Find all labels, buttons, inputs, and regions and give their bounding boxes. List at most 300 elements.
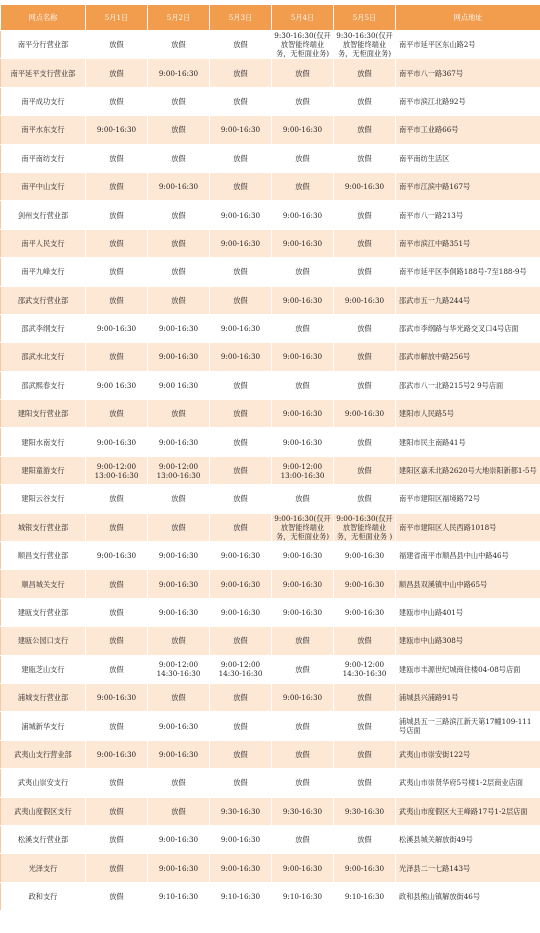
cell-text: 9:00-16:30: [282, 693, 323, 703]
cell-text: 9:30-16:30(仅开放智能终端业务，无柜面业务): [336, 31, 393, 59]
branch-name-cell: [1, 371, 86, 399]
table-header-row: [1, 5, 540, 31]
may-2-cell: [148, 797, 210, 825]
cell-text: 9:00-16:30: [158, 863, 199, 873]
address-cell: [396, 59, 540, 87]
cell-text: 9:10-16:30: [158, 891, 199, 901]
may-4-cell: [272, 343, 334, 371]
cell-text: 剑州支行营业部: [17, 210, 69, 220]
cell-text: 政和县熊山镇解放街46号: [399, 891, 481, 901]
may-4-cell: [272, 485, 334, 513]
address-cell: [396, 683, 540, 711]
cell-text: 浦城县五一三路滨江新天第17幢109-111号店面: [399, 717, 532, 736]
cell-text: 放假: [109, 153, 124, 163]
header-may-4: 5月4日: [272, 5, 334, 31]
cell-text: 浦城支行营业部: [17, 693, 69, 703]
cell-text: 放假: [357, 238, 372, 248]
cell-text: 光泽支行: [28, 863, 58, 873]
branch-name-cell: [1, 712, 86, 740]
branch-name-cell: [1, 87, 86, 115]
may-3-cell: [210, 258, 272, 286]
cell-text: 9:00-16:30: [220, 210, 261, 220]
may-3-cell: [210, 229, 272, 257]
cell-text: 9:00-16:30: [344, 295, 385, 305]
branch-name-cell: [1, 570, 86, 598]
branch-name-cell: [1, 286, 86, 314]
branch-name-cell: [1, 513, 86, 541]
may-2-cell: [148, 627, 210, 655]
cell-text: 南平水东支行: [21, 125, 65, 135]
holiday-schedule-table: [0, 4, 540, 911]
cell-text: 邵武市五一九路244号: [399, 295, 471, 305]
may-5-cell: [334, 428, 396, 456]
cell-text: 9:00-16:30: [96, 551, 137, 561]
cell-text: 9:00-16:30: [344, 551, 385, 561]
may-3-cell: [210, 144, 272, 172]
may-3-cell: [210, 655, 272, 683]
may-3-cell: [210, 882, 272, 910]
cell-text: 放假: [171, 806, 186, 816]
branch-name-cell: [1, 485, 86, 513]
may-2-cell: [148, 513, 210, 541]
may-4-cell: [272, 542, 334, 570]
cell-text: 放假: [109, 863, 124, 873]
may-3-cell: [210, 456, 272, 484]
branch-name-cell: [1, 343, 86, 371]
address-cell: [396, 400, 540, 428]
cell-text: 9:00-16:30: [282, 352, 323, 362]
cell-text: 武夷山崇安支行: [17, 778, 69, 788]
may-5-cell: [334, 172, 396, 200]
cell-text: 放假: [357, 835, 372, 845]
cell-text: 9:00-16:30: [282, 295, 323, 305]
address-cell: [396, 769, 540, 797]
may-3-cell: [210, 740, 272, 768]
table-row: [1, 542, 540, 570]
cell-text: 9:00-16:30: [282, 863, 323, 873]
may-1-cell: [86, 400, 148, 428]
cell-text: 放假: [171, 295, 186, 305]
cell-text: 邵武熙春支行: [21, 380, 65, 390]
may-2-cell: [148, 59, 210, 87]
may-2-cell: [148, 854, 210, 882]
may-2-cell: [148, 712, 210, 740]
address-cell: [396, 712, 540, 740]
cell-text: 南平市建阳区人民西路1018号: [399, 522, 497, 532]
table-row: [1, 598, 540, 626]
cell-text: 放假: [109, 182, 124, 192]
may-4-cell: [272, 456, 334, 484]
cell-text: 南平延平支行营业部: [10, 68, 76, 78]
address-cell: [396, 598, 540, 626]
cell-text: 南平市工业路66号: [399, 125, 459, 135]
address-cell: [396, 655, 540, 683]
cell-text: 9:00 16:30: [96, 380, 137, 390]
branch-name-cell: [1, 683, 86, 711]
cell-text: 9:00-16:30(仅开放智能终端业务，无柜面业务): [274, 513, 331, 541]
cell-text: 9:00-16:30: [220, 579, 261, 589]
cell-text: 放假: [171, 210, 186, 220]
may-3-cell: [210, 542, 272, 570]
cell-text: 放假: [109, 352, 124, 362]
may-3-cell: [210, 769, 272, 797]
cell-text: 南平九峰支行: [21, 267, 65, 277]
cell-text: 9:10-16:30: [220, 891, 261, 901]
cell-text: 建阳市民主南路41号: [399, 437, 466, 447]
may-4-cell: [272, 31, 334, 59]
cell-text: 放假: [109, 778, 124, 788]
header-may-2: 5月2日: [148, 5, 210, 31]
may-5-cell: [334, 797, 396, 825]
cell-text: 9:00-12:00 14:30-16:30: [342, 660, 387, 679]
may-2-cell: [148, 116, 210, 144]
may-5-cell: [334, 598, 396, 626]
cell-text: 9:00-16:30: [158, 551, 199, 561]
cell-text: 光泽县二一七路143号: [399, 863, 471, 873]
may-1-cell: [86, 542, 148, 570]
cell-text: 顺昌县双溪镇中山中路65号: [399, 579, 488, 589]
cell-text: 南平市建阳区福境路72号: [399, 494, 481, 504]
cell-text: 南平市延平区东山路2号: [399, 40, 476, 50]
cell-text: 9:10-16:30: [282, 891, 323, 901]
address-cell: [396, 31, 540, 59]
cell-text: 9:00-12:00 14:30-16:30: [218, 660, 263, 679]
may-1-cell: [86, 428, 148, 456]
cell-text: 武夷山市崇贤华府5号楼1-2层商业店面: [399, 778, 523, 788]
may-2-cell: [148, 258, 210, 286]
cell-text: 9:00-16:30: [220, 352, 261, 362]
table-row: [1, 31, 540, 59]
cell-text: 建阳水南支行: [21, 437, 65, 447]
may-5-cell: [334, 712, 396, 740]
table-row: [1, 655, 540, 683]
cell-text: 9:00-16:30: [158, 324, 199, 334]
may-2-cell: [148, 201, 210, 229]
branch-name-cell: [1, 116, 86, 144]
may-4-cell: [272, 144, 334, 172]
may-3-cell: [210, 627, 272, 655]
may-3-cell: [210, 683, 272, 711]
may-4-cell: [272, 428, 334, 456]
cell-text: 9:30-16:30: [282, 806, 323, 816]
may-5-cell: [334, 570, 396, 598]
cell-text: 放假: [357, 437, 372, 447]
may-2-cell: [148, 740, 210, 768]
may-2-cell: [148, 371, 210, 399]
cell-text: 南平市八一路367号: [399, 68, 464, 78]
table-row: [1, 456, 540, 484]
table-row: [1, 570, 540, 598]
cell-text: 9:00-16:30: [158, 437, 199, 447]
cell-text: 9:00-16:30: [220, 125, 261, 135]
cell-text: 放假: [295, 664, 310, 674]
cell-text: 9:00-16:30: [344, 863, 385, 873]
may-3-cell: [210, 854, 272, 882]
may-2-cell: [148, 542, 210, 570]
may-4-cell: [272, 314, 334, 342]
may-5-cell: [334, 882, 396, 910]
cell-text: 放假: [357, 721, 372, 731]
table-row: [1, 627, 540, 655]
cell-text: 9:00-16:30: [344, 409, 385, 419]
cell-text: 放假: [233, 68, 248, 78]
may-3-cell: [210, 172, 272, 200]
cell-text: 放假: [295, 749, 310, 759]
may-1-cell: [86, 598, 148, 626]
may-1-cell: [86, 683, 148, 711]
may-4-cell: [272, 400, 334, 428]
cell-text: 放假: [295, 835, 310, 845]
may-4-cell: [272, 825, 334, 853]
branch-name-cell: [1, 428, 86, 456]
may-3-cell: [210, 428, 272, 456]
cell-text: 9:00-16:30: [344, 608, 385, 617]
cell-text: 9:00-16:30: [344, 182, 385, 192]
table-row: [1, 229, 540, 257]
may-1-cell: [86, 712, 148, 740]
cell-text: 南平人民支行: [21, 238, 65, 248]
address-cell: [396, 201, 540, 229]
may-5-cell: [334, 825, 396, 853]
may-4-cell: [272, 683, 334, 711]
may-2-cell: [148, 172, 210, 200]
table-row: [1, 854, 540, 882]
cell-text: 9:00-16:30: [96, 125, 137, 135]
may-1-cell: [86, 144, 148, 172]
cell-text: 9:00-16:30: [282, 409, 323, 419]
may-3-cell: [210, 343, 272, 371]
may-2-cell: [148, 286, 210, 314]
may-1-cell: [86, 882, 148, 910]
may-2-cell: [148, 769, 210, 797]
cell-text: 放假: [171, 636, 186, 646]
table-row: [1, 87, 540, 115]
cell-text: 建瓯支行营业部: [17, 608, 69, 617]
cell-text: 放假: [109, 835, 124, 845]
cell-text: 9:00-16:30: [158, 721, 199, 731]
branch-name-cell: [1, 542, 86, 570]
branch-name-cell: [1, 31, 86, 59]
may-5-cell: [334, 31, 396, 59]
cell-text: 放假: [233, 380, 248, 390]
cell-text: 9:00-12:00 13:00-16:30: [94, 461, 139, 480]
may-2-cell: [148, 655, 210, 683]
may-1-cell: [86, 201, 148, 229]
may-5-cell: [334, 343, 396, 371]
cell-text: 南平市八一路213号: [399, 210, 464, 220]
cell-text: 9:00-16:30: [96, 324, 137, 334]
cell-text: 9:00-16:30: [96, 437, 137, 447]
cell-text: 城银支行营业部: [17, 522, 69, 532]
cell-text: 放假: [295, 96, 310, 106]
cell-text: 9:00-16:30: [220, 608, 261, 617]
table-row: [1, 400, 540, 428]
cell-text: 放假: [171, 522, 186, 532]
table-row: [1, 343, 540, 371]
table-row: [1, 286, 540, 314]
branch-name-cell: [1, 144, 86, 172]
table-row: [1, 882, 540, 910]
cell-text: 武夷山市度假区大王峰路17号1-2层店面: [399, 806, 528, 816]
address-cell: [396, 854, 540, 882]
may-2-cell: [148, 882, 210, 910]
may-2-cell: [148, 598, 210, 626]
cell-text: 放假: [171, 494, 186, 504]
cell-text: 9:00-16:30: [96, 693, 137, 703]
cell-text: 放假: [109, 267, 124, 277]
cell-text: 南平市滨江北路92号: [399, 96, 466, 106]
may-2-cell: [148, 314, 210, 342]
cell-text: 放假: [109, 409, 124, 419]
cell-text: 9:00 16:30: [158, 380, 199, 390]
may-4-cell: [272, 740, 334, 768]
may-2-cell: [148, 144, 210, 172]
may-3-cell: [210, 286, 272, 314]
cell-text: 放假: [109, 636, 124, 646]
may-1-cell: [86, 116, 148, 144]
cell-text: 南平南纺生活区: [399, 153, 450, 163]
may-2-cell: [148, 456, 210, 484]
cell-text: 建阳童游支行: [21, 466, 65, 476]
table-row: [1, 428, 540, 456]
cell-text: 9:00-12:00 13:00-16:30: [280, 461, 325, 480]
may-2-cell: [148, 683, 210, 711]
cell-text: 放假: [295, 778, 310, 788]
branch-name-cell: [1, 627, 86, 655]
may-1-cell: [86, 740, 148, 768]
table-row: [1, 683, 540, 711]
may-4-cell: [272, 258, 334, 286]
cell-text: 放假: [357, 466, 372, 476]
branch-name-cell: [1, 882, 86, 910]
may-5-cell: [334, 229, 396, 257]
cell-text: 放假: [233, 721, 248, 731]
cell-text: 放假: [233, 494, 248, 504]
may-3-cell: [210, 371, 272, 399]
branch-name-cell: [1, 201, 86, 229]
cell-text: 9:10-16:30: [344, 891, 385, 901]
may-5-cell: [334, 400, 396, 428]
cell-text: 9:00-16:30: [282, 125, 323, 135]
branch-schedule-sheet: [0, 4, 540, 911]
header-branch-address: 网点地址: [396, 5, 540, 31]
may-4-cell: [272, 116, 334, 144]
may-4-cell: [272, 882, 334, 910]
cell-text: 南平分行营业部: [17, 40, 69, 50]
may-5-cell: [334, 627, 396, 655]
cell-text: 南平中山支行: [21, 182, 65, 192]
cell-text: 9:00-16:30: [220, 324, 261, 334]
cell-text: 放假: [295, 721, 310, 731]
cell-text: 建瓯公园口支行: [17, 636, 69, 646]
cell-text: 武夷山支行营业部: [14, 749, 72, 759]
may-1-cell: [86, 655, 148, 683]
cell-text: 松溪县城关解放街49号: [399, 835, 473, 845]
may-5-cell: [334, 286, 396, 314]
branch-name-cell: [1, 598, 86, 626]
address-cell: [396, 627, 540, 655]
table-row: [1, 59, 540, 87]
may-5-cell: [334, 314, 396, 342]
table-row: [1, 797, 540, 825]
may-2-cell: [148, 428, 210, 456]
table-row: [1, 258, 540, 286]
address-cell: [396, 258, 540, 286]
may-3-cell: [210, 570, 272, 598]
may-1-cell: [86, 229, 148, 257]
cell-text: 放假: [295, 494, 310, 504]
may-3-cell: [210, 485, 272, 513]
branch-name-cell: [1, 258, 86, 286]
may-3-cell: [210, 825, 272, 853]
may-5-cell: [334, 201, 396, 229]
table-row: [1, 740, 540, 768]
cell-text: 放假: [109, 295, 124, 305]
may-5-cell: [334, 116, 396, 144]
cell-text: 9:00-16:30: [220, 551, 261, 561]
cell-text: 9:00-16:30: [282, 579, 323, 589]
may-2-cell: [148, 343, 210, 371]
table-row: [1, 201, 540, 229]
branch-name-cell: [1, 172, 86, 200]
cell-text: 放假: [233, 466, 248, 476]
may-3-cell: [210, 797, 272, 825]
may-3-cell: [210, 31, 272, 59]
may-5-cell: [334, 59, 396, 87]
cell-text: 9:00-16:30: [282, 437, 323, 447]
may-3-cell: [210, 513, 272, 541]
may-1-cell: [86, 485, 148, 513]
cell-text: 浦城县兴浦路91号: [399, 693, 459, 703]
cell-text: 9:00-12:00 13:00-16:30: [156, 461, 201, 480]
address-cell: [396, 343, 540, 371]
branch-name-cell: [1, 59, 86, 87]
cell-text: 放假: [357, 125, 372, 135]
may-1-cell: [86, 797, 148, 825]
cell-text: 放假: [171, 96, 186, 106]
cell-text: 放假: [109, 579, 124, 589]
address-cell: [396, 513, 540, 541]
cell-text: 建瓯芝山支行: [21, 664, 65, 674]
cell-text: 建阳支行营业部: [17, 409, 69, 419]
cell-text: 放假: [357, 693, 372, 703]
cell-text: 放假: [295, 153, 310, 163]
may-5-cell: [334, 740, 396, 768]
may-2-cell: [148, 570, 210, 598]
cell-text: 9:00-16:30(仅开放智能终端业务，无柜面业务 ): [336, 513, 393, 541]
cell-text: 放假: [109, 40, 124, 50]
may-3-cell: [210, 201, 272, 229]
may-1-cell: [86, 314, 148, 342]
may-3-cell: [210, 87, 272, 115]
may-2-cell: [148, 485, 210, 513]
may-2-cell: [148, 87, 210, 115]
cell-text: 9:00-16:30: [282, 608, 323, 617]
cell-text: 松溪支行营业部: [17, 835, 69, 845]
cell-text: 放假: [233, 153, 248, 163]
cell-text: 9:00-16:30: [158, 835, 199, 845]
may-4-cell: [272, 854, 334, 882]
may-1-cell: [86, 513, 148, 541]
address-cell: [396, 144, 540, 172]
cell-text: 9:00-12:00 14:30-16:30: [156, 660, 201, 679]
may-4-cell: [272, 172, 334, 200]
cell-text: 放假: [233, 693, 248, 703]
table-row: [1, 314, 540, 342]
table-row: [1, 144, 540, 172]
may-2-cell: [148, 400, 210, 428]
cell-text: 放假: [171, 125, 186, 135]
